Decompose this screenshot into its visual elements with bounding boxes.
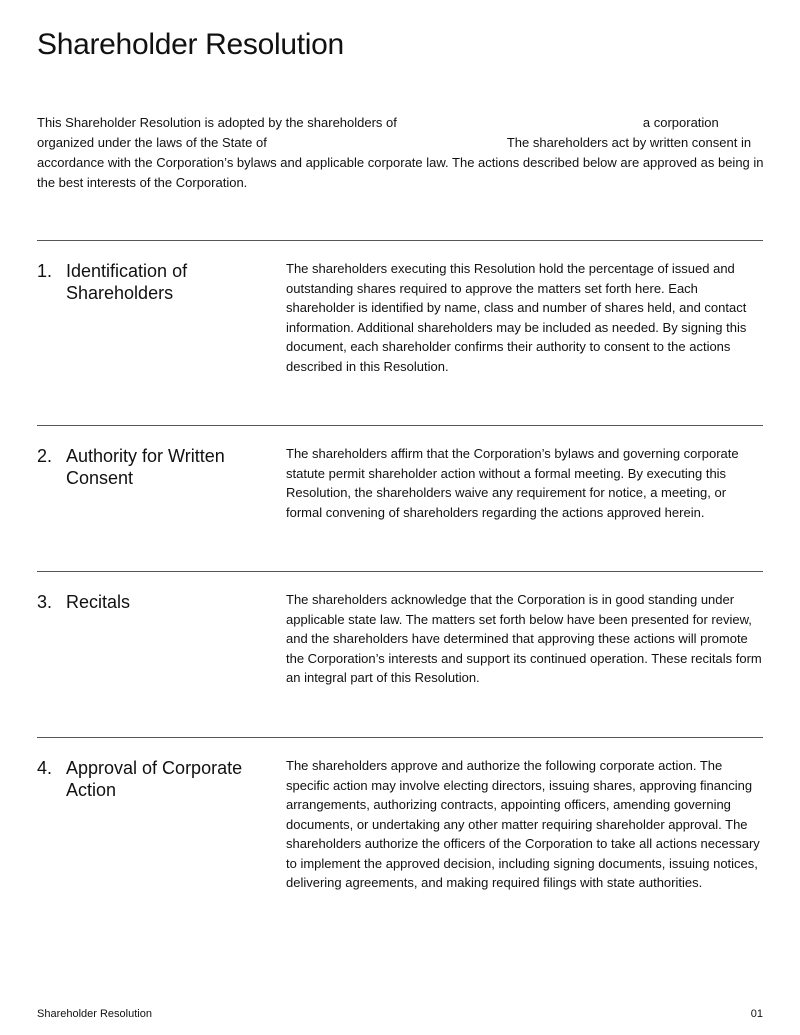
section-number: 2. <box>37 446 53 466</box>
section-heading: Recitals <box>66 592 131 612</box>
intro-paragraph <box>37 113 767 193</box>
section-body: The shareholders acknowledge that the Corporation is in good standing under applicable state law. The matters set forth below have been presented for review, and the shareholders have determined that approving these actions will promote the Corporation’s interests and support its continued operation. These recitals form an integral part of this Resolution. <box>286 592 762 685</box>
section-approval <box>37 737 763 958</box>
intro-part-3: The shareholders act by written consent in accordance with the Corporation’s bylaws and applicable corporate law. The actions described below are approved as being in the best interests of the Corporation. <box>37 135 764 190</box>
section-number: 3. <box>37 592 53 612</box>
section-number: 4. <box>37 758 53 778</box>
section-identification <box>37 240 763 426</box>
section-body: The shareholders approve and authorize the following corporate action. The specific action may involve electing directors, issuing shares, approving financing arrangements, authorizing contracts, appointing officers, amending governing documents, or undertaking any other matter requiring shareholder approval. The shareholders authorize the officers of the Corporation to take all actions necessary to implement the approved decision, including signing documents, issuing notices, delivering agreements, and making required filings with state authorities. <box>286 758 760 890</box>
intro-part-1: This Shareholder Resolution is adopted by the shareholders of <box>37 115 397 130</box>
section-heading: Identification of Shareholders <box>66 261 188 303</box>
state-field[interactable] <box>267 135 507 147</box>
section-recitals <box>37 571 763 738</box>
section-body: The shareholders affirm that the Corporation’s bylaws and governing corporate statute permit shareholder action without a formal meeting. By executing this Resolution, the shareholders waive any requirement for notice, a meeting, or formal convening of shareholders regarding the actions approved herein. <box>286 446 739 520</box>
section-body: The shareholders executing this Resolution hold the percentage of issued and outstanding shares required to approve the matters set forth here. Each shareholder is identified by name, class and number of shares held, and contact information. Additional shareholders may be included as needed. By signing this document, each shareholder confirms their authority to consent to the actions described in this Resolution. <box>286 261 747 374</box>
section-heading: Authority for Written Consent <box>66 446 225 488</box>
page-title: Shareholder Resolution <box>37 28 344 61</box>
section-heading: Approval of Corporate Action <box>66 758 243 800</box>
intro-part-2: a corporation organized under the laws of the State of <box>37 115 719 150</box>
footer-title: Shareholder Resolution <box>37 1008 152 1020</box>
page-number: 01 <box>750 1008 763 1020</box>
section-authority <box>37 425 763 572</box>
corporation-name-field[interactable] <box>397 115 643 127</box>
section-number: 1. <box>37 261 53 281</box>
